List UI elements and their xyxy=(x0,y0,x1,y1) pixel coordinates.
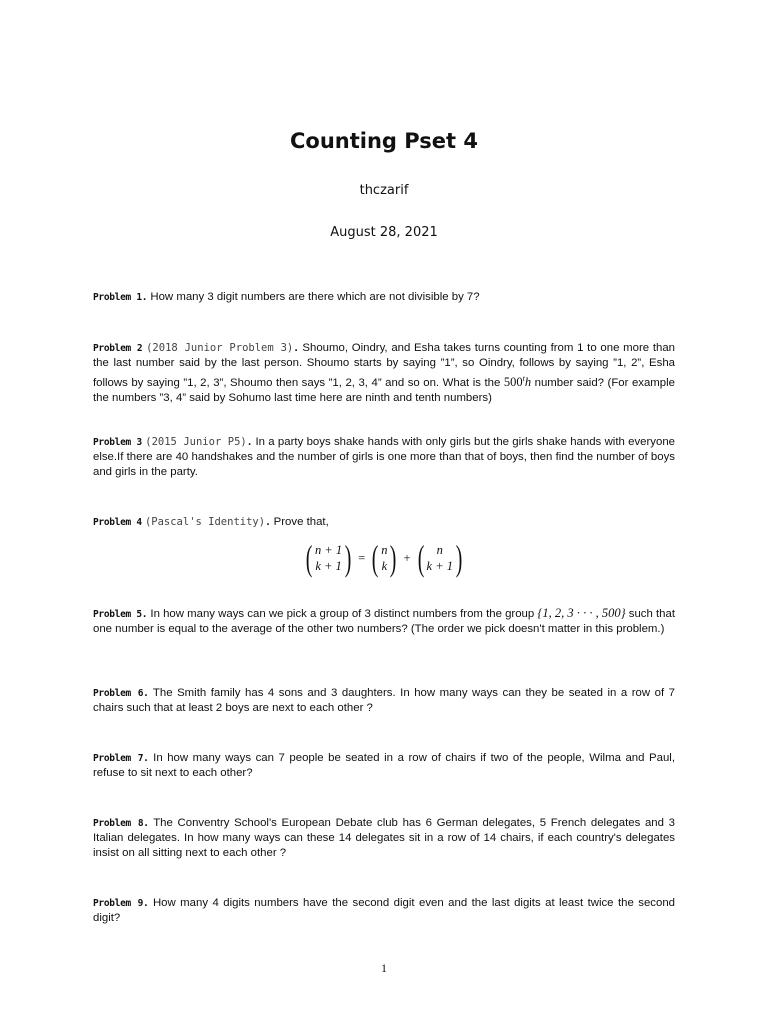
problem-label: Problem 3 xyxy=(93,437,142,448)
binom-top: n xyxy=(381,543,388,557)
problem-math: 500 xyxy=(503,374,523,389)
binom-bottom: k xyxy=(381,559,388,573)
problem-label: Problem 6. xyxy=(93,688,149,699)
problem-8 xyxy=(93,816,675,861)
problem-text: In how many ways can we pick a group of 3 distinct numbers from the group xyxy=(150,608,538,620)
problem-6 xyxy=(93,686,675,716)
pascal-identity-equation xyxy=(0,540,768,576)
document-title: Counting Pset 4 xyxy=(290,129,478,153)
problem-text: How many 3 digit numbers are there which are not divisible by 7? xyxy=(150,291,480,303)
problem-1 xyxy=(93,290,675,305)
problem-text-cont: number said? (For example the numbers ”3, 4” said by Sohumo last time here are ninth and tenth numbers) xyxy=(93,376,675,404)
left-paren: ( xyxy=(417,538,424,578)
problem-label: Problem 9. xyxy=(93,898,149,909)
problem-2 xyxy=(93,341,675,406)
problem-4 xyxy=(93,515,675,530)
problem-7 xyxy=(93,751,675,781)
problem-math-sup: t xyxy=(522,374,525,383)
problem-label: Problem 7. xyxy=(93,753,149,764)
binom-top: n + 1 xyxy=(314,543,343,557)
problem-label-dot: . xyxy=(246,437,253,448)
problem-label: Problem 2 xyxy=(93,343,143,354)
binom-bottom: k + 1 xyxy=(426,559,454,573)
problem-source: (2015 Junior P5) xyxy=(145,436,247,448)
document-date: August 28, 2021 xyxy=(330,225,438,240)
problem-text: In how many ways can 7 people be seated in a row of chairs if two of the people, Wilma and Paul, refuse to sit next to each other? xyxy=(93,752,675,779)
problem-math: {1, 2, 3 · · · , 500} xyxy=(537,606,626,620)
problem-text: In a party boys shake hands with only girls but the girls shake hands with everyone else.If there are 40 handshakes and the number of girls is one more than that of boys, then find the number of boys and girls in the party. xyxy=(93,436,675,478)
right-paren: ) xyxy=(390,538,397,578)
equals-sign: = xyxy=(358,550,366,565)
problem-text: The Smith family has 4 sons and 3 daughters. In how many ways can they be seated in a row of 7 chairs such that at least 2 boys are next to each other ? xyxy=(93,687,675,714)
problem-text: How many 4 digits numbers have the second digit even and the last digits at least twice the second digit? xyxy=(93,897,675,924)
plus-sign: + xyxy=(403,550,411,565)
left-paren: ( xyxy=(371,538,379,578)
problem-text: Shoumo, Oindry, and Esha takes turns counting from 1 to one more than the last number said by the last person. Shoumo starts by saying ”1”, so Oindry, follows by saying ”1, 2”, Esha follows by saying ”1, 2, 3”, Shoumo then says ”1, 2, 3, 4” and so on. What is the xyxy=(93,342,676,389)
problem-label-dot: . xyxy=(293,343,299,354)
binomial-term-2 xyxy=(415,540,465,576)
problem-source: (2018 Junior Problem 3) xyxy=(146,342,294,354)
page-number: 1 xyxy=(381,961,387,975)
problem-3 xyxy=(93,435,675,480)
problem-text: The Conventry School's European Debate club has 6 German delegates, 5 French delegates and 3 Italian delegates. In how many ways can these 14 delegates sit in a row of 14 chairs, if each country's delegates insist on all sitting next to each other ? xyxy=(93,817,675,859)
problem-9 xyxy=(93,896,675,926)
problem-label-dot: . xyxy=(265,517,271,528)
problem-5 xyxy=(93,606,675,637)
problem-label: Problem 4 xyxy=(93,517,142,528)
problem-label: Problem 1. xyxy=(93,292,148,303)
binom-bottom: k + 1 xyxy=(315,559,342,573)
problem-text-cont: such that one number is equal to the average of the other two numbers? (The order we pick doesn't matter in this problem.) xyxy=(93,608,676,635)
document-author: thczarif xyxy=(359,183,409,198)
binomial-lhs xyxy=(303,540,354,576)
problem-label: Problem 5. xyxy=(93,609,148,620)
right-paren: ) xyxy=(344,538,352,578)
problem-label: Problem 8. xyxy=(93,818,149,829)
problem-text: Prove that, xyxy=(273,516,329,528)
problem-math-h: h xyxy=(524,374,532,389)
problem-source: (Pascal's Identity) xyxy=(144,516,266,528)
binom-top: n xyxy=(436,543,443,557)
binomial-term-1 xyxy=(369,540,399,576)
left-paren: ( xyxy=(305,538,313,578)
right-paren: ) xyxy=(455,538,463,578)
